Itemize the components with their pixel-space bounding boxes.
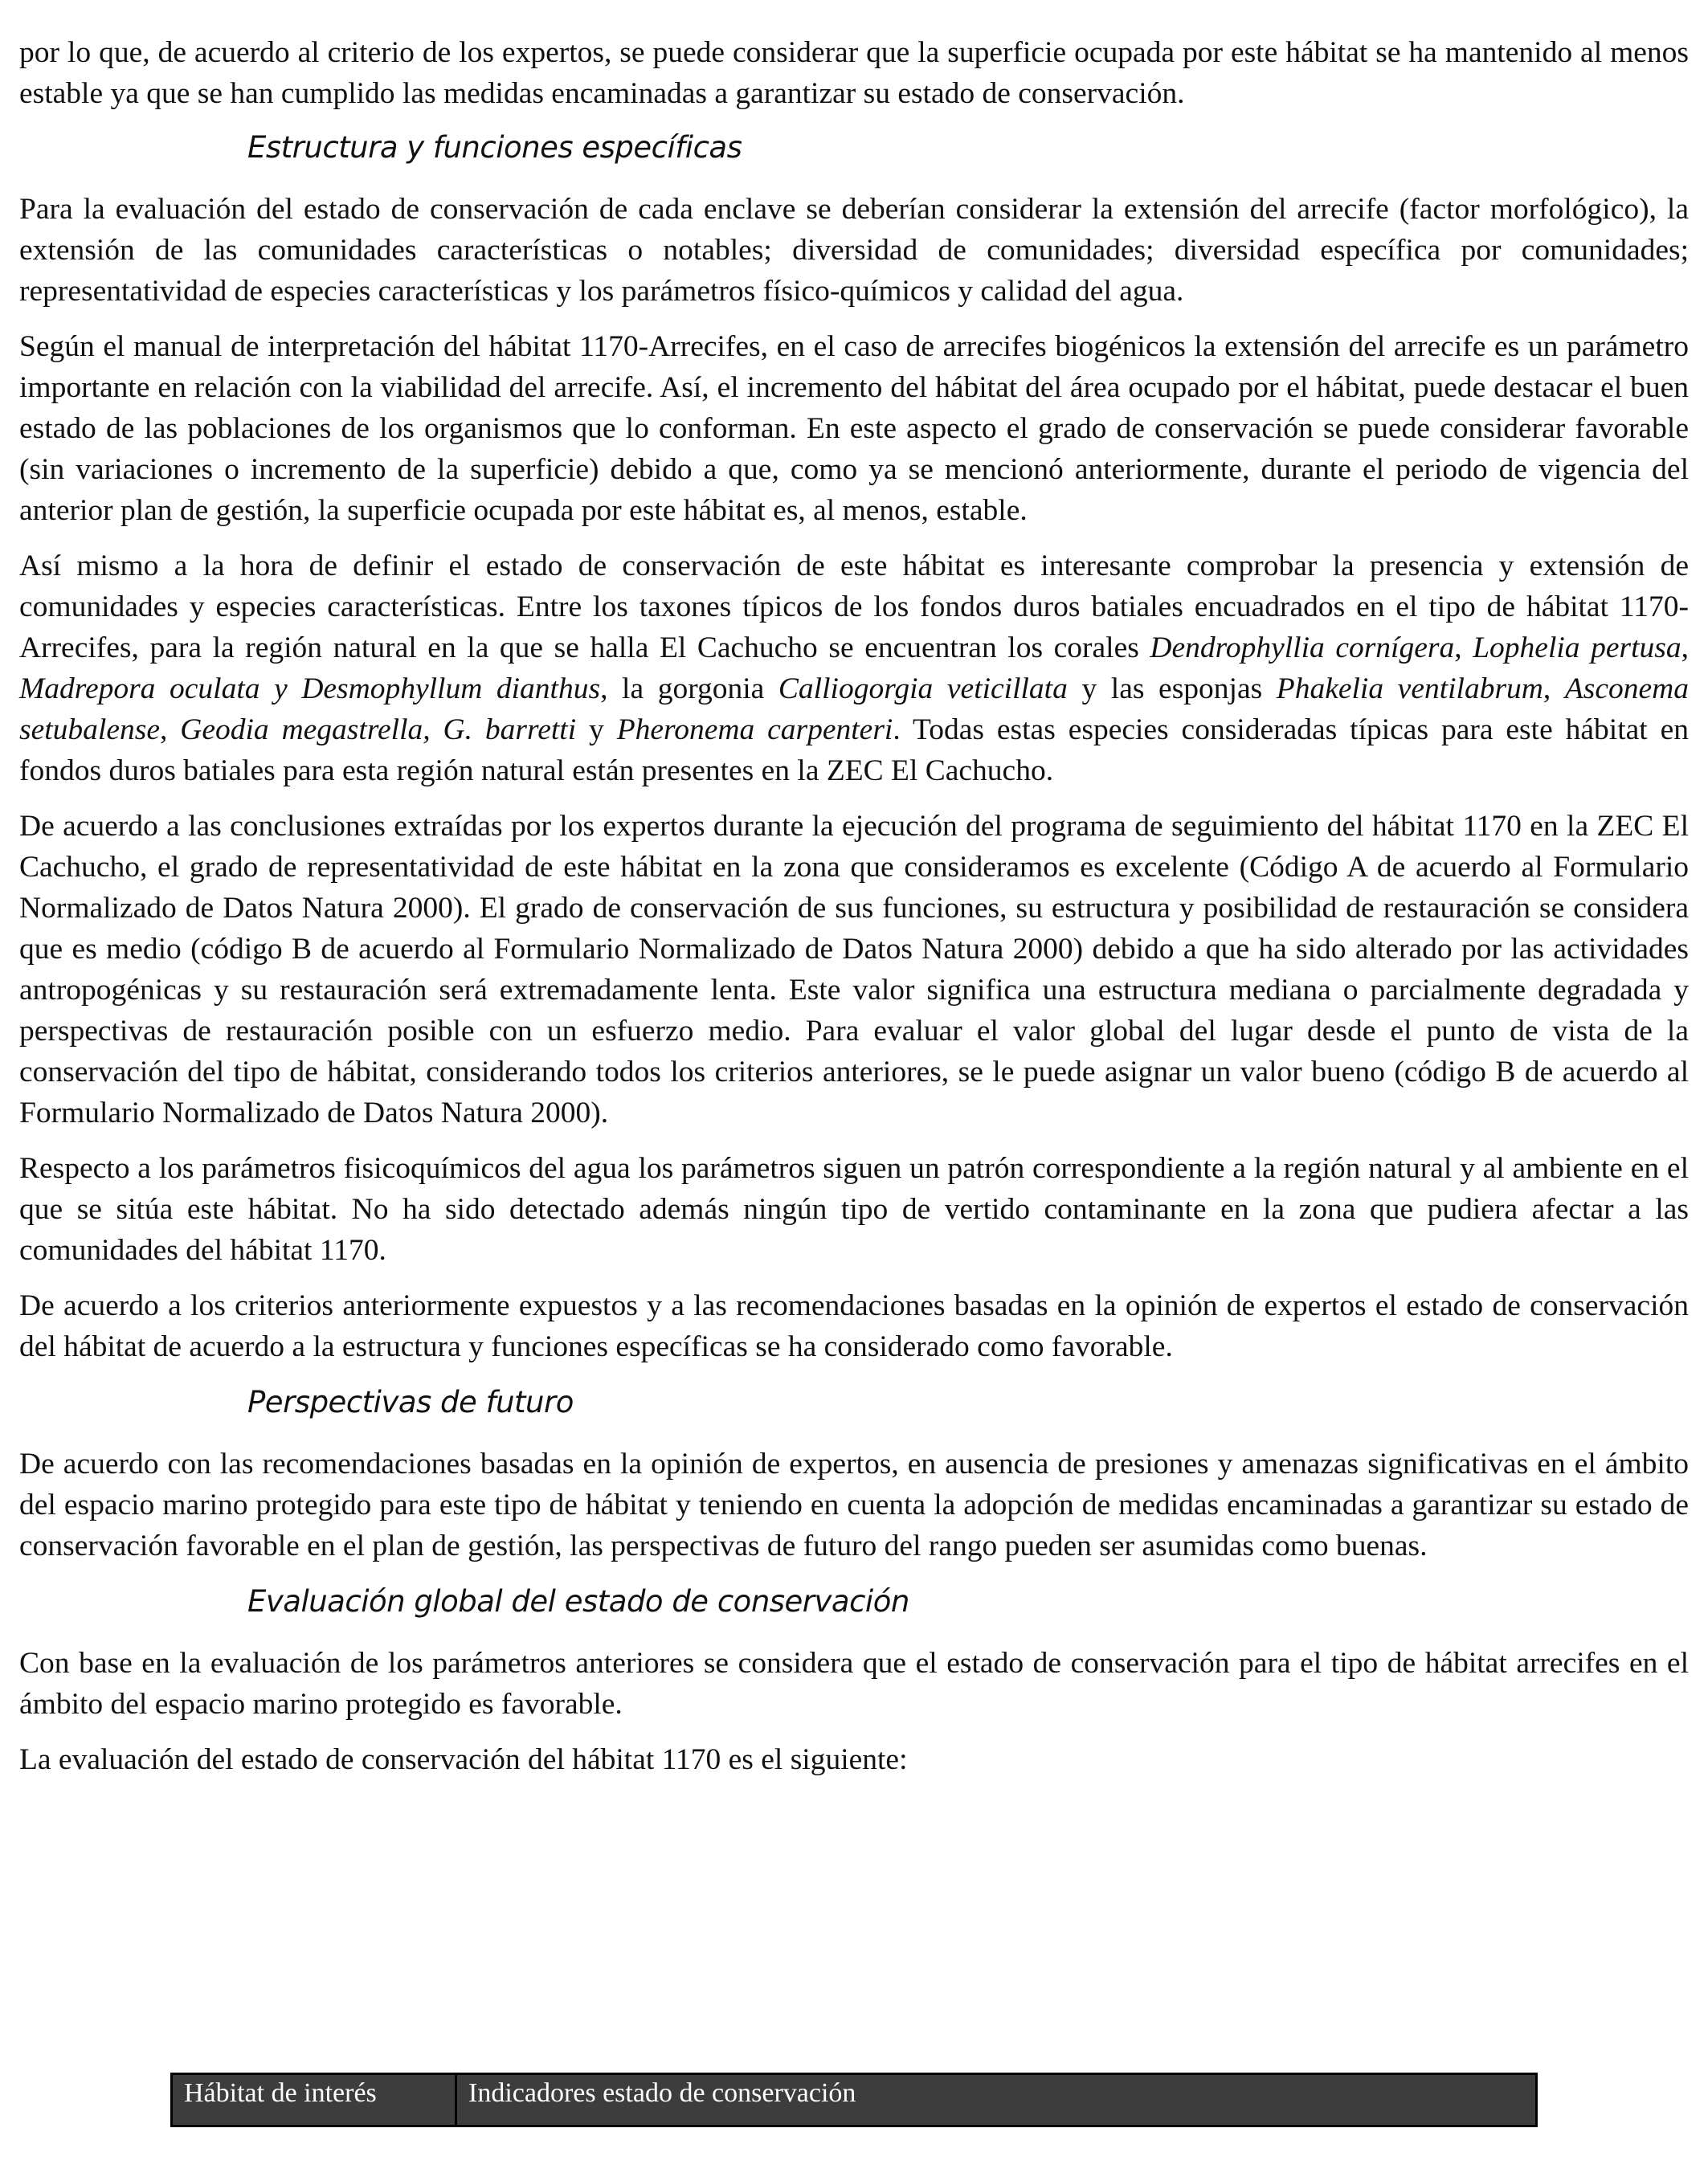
species-name: Calliogorgia veticillata [778, 672, 1068, 705]
paragraph-evaluacion: Para la evaluación del estado de conservación de cada enclave se deberían considerar la extensión del arrecife (factor morfológico), la extensión de las comunidades características o notables; diversidad de comunidades; diversidad específica por comunidades; representatividad de especies características y los parámetros físico-químicos y calidad del agua. [19, 193, 1689, 308]
species-name: Phakelia ventilabrum [1276, 672, 1543, 705]
text-run: , [1681, 631, 1689, 664]
paragraph-fisicoquimicos: Respecto a los parámetros fisicoquímicos del agua los parámetros siguen un patrón correspondiente a la región natural y al ambiente en el que se sitúa este hábitat. No ha sido detectado además ningún tipo de vertido contaminante en la zona que pudiera afectar a las comunidades del hábitat 1170. [19, 1152, 1689, 1267]
paragraph-especies [19, 545, 1689, 791]
species-name: Madrepora oculata y Desmophyllum dianthus [19, 672, 601, 705]
heading-estructura: Estructura y funciones específicas [247, 130, 742, 165]
conservation-table-header [170, 2073, 1538, 2127]
table-header-indicadores: Indicadores estado de conservación [468, 2078, 856, 2108]
paragraph-intro: por lo que, de acuerdo al criterio de los expertos, se puede considerar que la superficie ocupada por este hábitat se ha mantenido al menos estable ya que se han cumplido las medidas encaminadas a garantizar su estado de conservación. [19, 36, 1689, 110]
paragraph-perspectivas: De acuerdo con las recomendaciones basadas en la opinión de expertos, en ausencia de presiones y amenazas significativas en el ámbito del espacio marino protegido para este tipo de hábitat y teniendo en cuenta la adopción de medidas encaminadas a garantizar su estado de conservación favorable en el plan de gestión, las perspectivas de futuro del rango pueden ser asumidas como buenas. [19, 1448, 1689, 1562]
paragraph-evaluacion-1170: La evaluación del estado de conservación del hábitat 1170 es el siguiente: [19, 1743, 908, 1776]
paragraph-base: Con base en la evaluación de los parámetros anteriores se considera que el estado de conservación para el tipo de hábitat arrecifes en el ámbito del espacio marino protegido es favorable. [19, 1647, 1689, 1721]
paragraph-conclusiones: De acuerdo a las conclusiones extraídas por los expertos durante la ejecución del programa de seguimiento del hábitat 1170 en la ZEC El Cachucho, el grado de representatividad de este hábitat en la zona que consideramos es excelente (Código A de acuerdo al Formulario Normalizado de Datos Natura 2000). El grado de conservación de sus funciones, su estructura y posibilidad de restauración se considera que es medio (código B de acuerdo al Formulario Normalizado de Datos Natura 2000) debido a que ha sido alterado por las actividades antropogénicas y su restauración será extremadamente lenta. Este valor significa una estructura mediana o parcialmente degradada y perspectivas de restauración posible con un esfuerzo medio. Para evaluar el valor global del lugar desde el punto de vista de la conservación del tipo de hábitat, considerando todos los criterios anteriores, se le puede asignar un valor bueno (código B de acuerdo al Formulario Normalizado de Datos Natura 2000). [19, 810, 1689, 1129]
table-header-habitat: Hábitat de interés [173, 2075, 457, 2125]
text-run: , [159, 713, 181, 746]
heading-evaluacion-global: Evaluación global del estado de conservación [247, 1584, 909, 1619]
paragraph-manual: Según el manual de interpretación del hábitat 1170-Arrecifes, en el caso de arrecifes biogénicos la extensión del arrecife es un parámetro importante en relación con la viabilidad del arrecife. Así, el incremento del hábitat del área ocupado por el hábitat, puede destacar el buen estado de las poblaciones de los organismos que lo conforman. En este aspecto el grado de conservación se puede considerar favorable (sin variaciones o incremento de la superficie) debido a que, como ya se mencionó anteriormente, durante el periodo de vigencia del anterior plan de gestión, la superficie ocupada por este hábitat es, al menos, estable. [19, 330, 1689, 527]
species-name: Geodia megastrella, G. barretti [180, 713, 577, 746]
text-run: , [1454, 631, 1473, 664]
text-run: y las esponjas [1067, 672, 1277, 705]
paragraph-criterios: De acuerdo a los criterios anteriormente expuestos y a las recomendaciones basadas en la opinión de expertos el estado de conservación del hábitat de acuerdo a la estructura y funciones específicas se ha considerado como favorable. [19, 1289, 1689, 1363]
species-name: Dendrophyllia cornígera [1150, 631, 1455, 664]
species-name: Pheronema carpenteri [616, 713, 893, 746]
text-run: . Todas estas especies consideradas típicas para este hábitat en fondos duros batiales para esta región natural están presentes en la ZEC El Cachucho. [19, 713, 1689, 787]
document-page [19, 32, 1689, 1795]
heading-perspectivas: Perspectivas de futuro [247, 1385, 574, 1419]
text-run: y [576, 713, 617, 746]
text-run: , la gorgonia [600, 672, 778, 705]
species-name: Asconema setubalense [19, 672, 1689, 746]
species-name: Lophelia pertusa [1473, 631, 1681, 664]
text-run: Así mismo a la hora de definir el estado de conservación de este hábitat es interesante comprobar la presencia y extensión de comunidades y especies características. Entre los taxones típicos de los fondos duros batiales encuadrados en el tipo de hábitat 1170-Arrecifes, para la región natural en la que se halla El Cachucho se encuentran los corales [19, 549, 1689, 664]
text-run: , [1543, 672, 1565, 705]
